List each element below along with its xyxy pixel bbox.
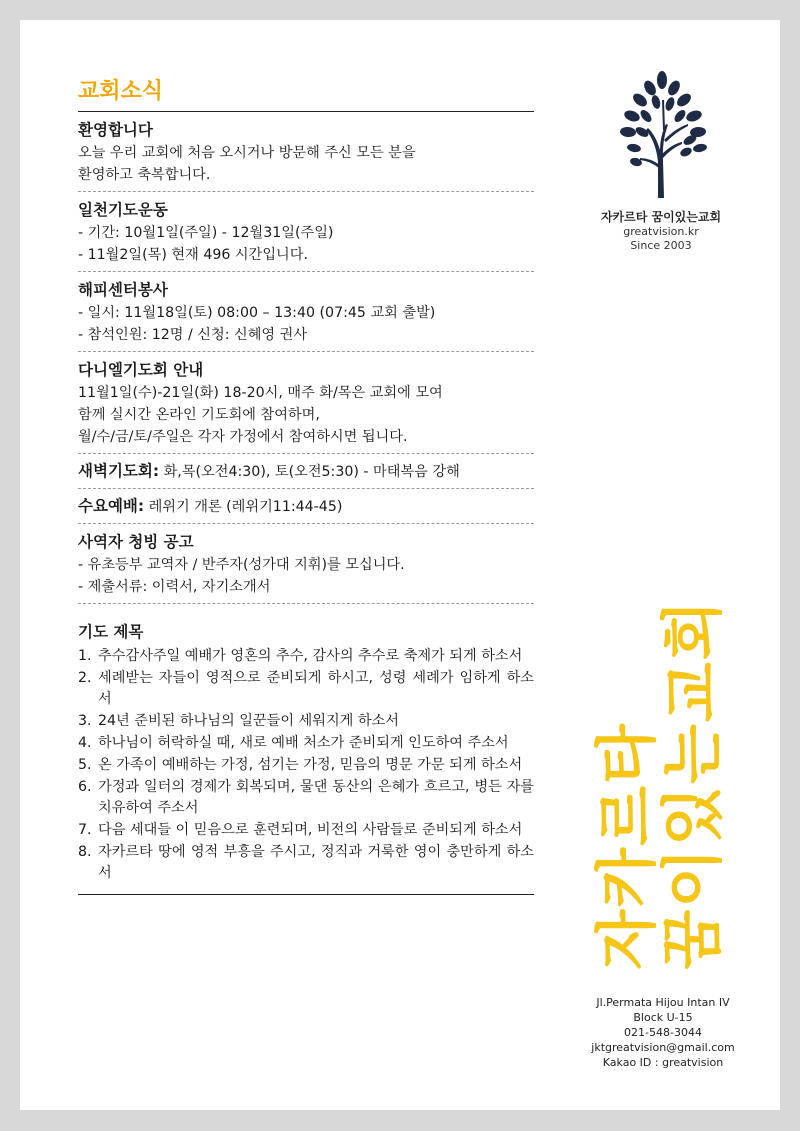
prayer-topic-number: 4. [78,735,92,751]
wednesday-section [78,489,534,523]
prayer-movement-heading: 일천기도운동 [78,201,168,219]
kakao-id: Kakao ID : greatvision [602,1056,724,1069]
happy-center-section [78,272,534,351]
prayer-topic-item [78,711,534,732]
church-since: Since 2003 [630,239,692,252]
welcome-line: 환영하고 축복합니다. [78,167,211,183]
dawn-section [78,454,534,488]
page-title: 교회소식 [78,79,164,104]
prayer-topic-number: 7. [78,822,92,838]
address-line1: Jl.Permata Hijou Intan IV [596,996,730,1009]
phone: 021-548-3044 [624,1026,702,1039]
prayer-topic-item [78,755,534,776]
prayer-topic-item [78,733,534,754]
prayer-topic-text: 다음 세대들 이 믿음으로 훈련되며, 비전의 사람들로 준비되게 하소서 [98,822,523,838]
recruit-line: - 제출서류: 이력서, 자기소개서 [78,579,271,595]
prayer-movement-section [78,192,534,271]
prayer-topic-number: 5. [78,757,92,773]
daniel-section [78,352,534,453]
daniel-line: 함께 실시간 온라인 기도회에 참여하며, [78,407,320,423]
vertical-title [580,564,740,1004]
recruit-section [78,524,534,603]
contact-block [580,995,746,1070]
prayer-topic-number: 6. [78,779,92,795]
prayer-topics-section [78,604,534,884]
prayer-topic-number: 1. [78,648,92,664]
vertical-title-line2: 꿈이있는교회 [656,598,729,970]
prayer-topic-text: 추수감사주일 예배가 영혼의 추수, 감사의 추수로 축제가 되게 하소서 [98,648,523,664]
vertical-title-text [590,598,729,970]
prayer-topic-text: 세례받는 자들이 영적으로 준비되게 하시고, 성령 세례가 임하게 하소서 [98,670,534,707]
dawn-heading: 새벽기도회: [78,462,160,480]
vertical-title-line1: 자카르타 [590,722,663,970]
welcome-section [78,112,534,191]
recruit-heading: 사역자 청빙 공고 [78,533,194,551]
wednesday-line [78,495,534,518]
bulletin-page [20,20,780,1110]
prayer-topic-item [78,646,534,667]
prayer-topic-text: 가정과 일터의 경제가 회복되며, 물댄 동산의 은혜가 흐르고, 병든 자를 치유하여 주소서 [98,779,534,816]
church-website: greatvision.kr [623,225,699,238]
prayer-topic-number: 2. [78,670,92,686]
daniel-heading: 다니엘기도회 안내 [78,361,204,379]
welcome-heading: 환영합니다 [78,121,153,139]
happy-center-line: - 일시: 11월18일(토) 08:00 – 13:40 (07:45 교회 출발) [78,305,436,321]
prayer-topic-number: 8. [78,844,92,860]
happy-center-line: - 참석인원: 12명 / 신청: 신혜영 권사 [78,327,308,343]
tree-logo-icon [606,70,716,200]
prayer-topic-text: 하나님이 허락하실 때, 새로 예배 처소가 준비되게 인도하여 주소서 [98,735,509,751]
prayer-topic-item [78,777,534,819]
wednesday-heading: 수요예배: [78,497,145,515]
church-name: 자카르타 꿈이있는교회 [600,210,722,224]
daniel-line: 11월1일(수)-21일(화) 18-20시, 매주 화/목은 교회에 모여 [78,385,443,401]
prayer-topic-item [78,668,534,710]
email: jktgreatvision@gmail.com [591,1041,735,1054]
prayer-movement-line: - 11월2일(목) 현재 496 시간입니다. [78,247,308,263]
prayer-topic-number: 3. [78,713,92,729]
daniel-line: 월/수/금/토/주일은 각자 가정에서 참여하시면 됩니다. [78,429,408,445]
prayer-movement-line: - 기간: 10월1일(주일) - 12월31일(주일) [78,225,334,241]
wednesday-text: 레위기 개론 (레위기11:44-45) [144,499,343,515]
dawn-text: 화,목(오전4:30), 토(오전5:30) - 마태복음 강해 [159,464,460,480]
dawn-line [78,460,534,483]
happy-center-heading: 해피센터봉사 [78,281,168,299]
recruit-line: - 유초등부 교역자 / 반주자(성가대 지휘)를 모십니다. [78,557,405,573]
prayer-topic-text: 24년 준비된 하나님의 일꾼들이 세워지게 하소서 [98,713,400,729]
prayer-topic-item [78,842,534,884]
address-line2: Block U-15 [633,1011,693,1024]
prayer-topic-text: 자카르타 땅에 영적 부흥을 주시고, 정직과 거룩한 영이 충만하게 하소서 [98,844,534,881]
logo-block [576,70,746,253]
prayer-topics-heading: 기도 제목 [78,623,144,641]
prayer-topic-text: 온 가족이 예배하는 가정, 섬기는 가정, 믿음의 명문 가문 되게 하소서 [98,757,523,773]
bottom-divider [78,894,534,895]
welcome-line: 오늘 우리 교회에 처음 오시거나 방문해 주신 모든 분을 [78,145,416,161]
prayer-topics-list [78,646,534,884]
news-column [78,74,534,895]
prayer-topic-item [78,820,534,841]
